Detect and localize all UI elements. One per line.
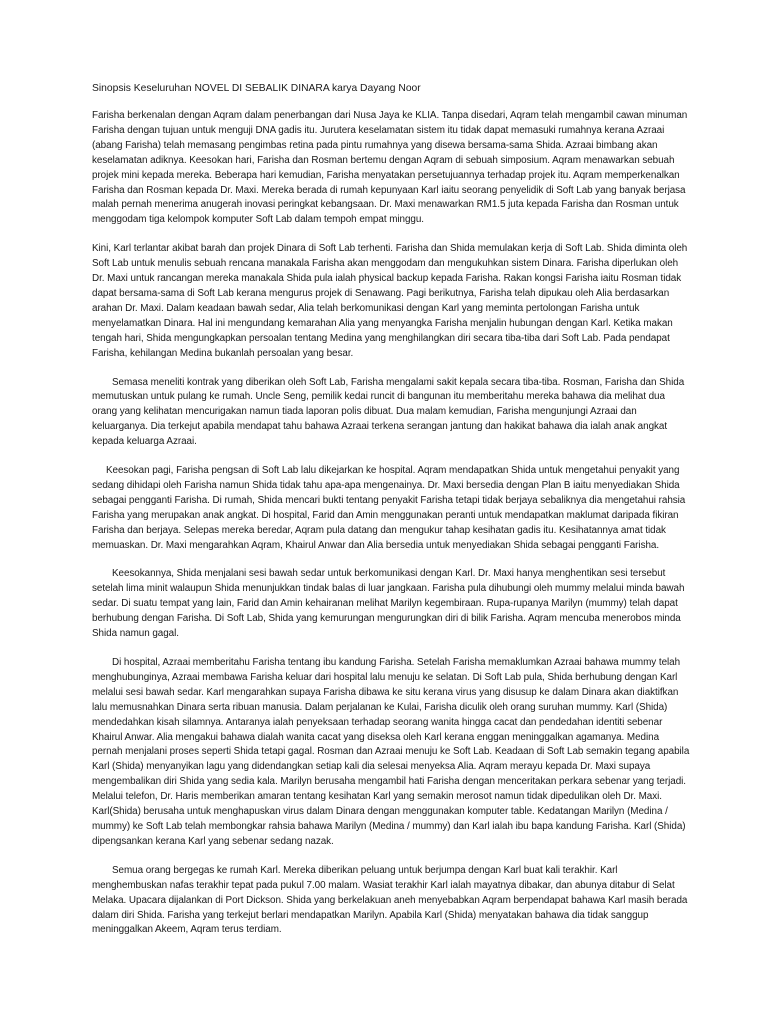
paragraph-5: Keesokannya, Shida menjalani sesi bawah sedar untuk berkomunikasi dengan Karl. Dr. Maxi hanya menghentikan sesi tersebut setelah lima minit walaupun Shida menunjukkan tindak balas di luar jangkaan. Farisha pula dihubungi oleh mummy melalui minda bawah sedar. Di suatu tempat yang lain, Farid dan Amin kehairanan melihat Marilyn kegembiraan. Rupa-rupanya Marilyn (mummy) telah dapat berhubung dengan Farisha. Di Soft Lab, Shida yang kemurungan mengurungkan diri di bilik Farisha. Aqram mencuba menerobos minda Shida namun gagal. bbox=[92, 568, 685, 640]
paragraph-6: Di hospital, Azraai memberitahu Farisha tentang ibu kandung Farisha. Setelah Farisha memaklumkan Azraai bahawa mummy telah menghubunginya, Azraai membawa Farisha keluar dari hospital lalu menuju ke selatan. Di Soft Lab pula, Shida berhubung dengan Karl melalui sesi bawah sedar. Karl mengarahkan supaya Farisha dibawa ke situ kerana virus yang disusup ke dalam Dinara akan diaktifkan lalu memusnahkan Dinara serta ribuan manusia. Dalam perjalanan ke Kulai, Farisha diculik oleh orang suruhan mummy. Karl (Shida) mendedahkan kisah silamnya. Antaranya ialah penyeksaan terhadap seorang wanita hingga cacat dan pendedahan identiti sebenar Khairul Anwar. Alia mengakui bahawa dialah wanita cacat yang diseksa oleh Karl kerana enggan meninggalkan agamanya. Medina pernah menjalani proses seperti Shida tetapi gagal. Rosman dan Azraai menuju ke Soft Lab. Keadaan di Soft Lab semakin tegang apabila Karl (Shida) menyanyikan lagu yang didendangkan setiap kali dia selesai menyeksa Alia. Aqram merayu kepada Dr. Maxi supaya mengembalikan diri Shida yang sedia kala. Marilyn berusaha mengambil hati Farisha dengan menceritakan perkara sebenar yang terjadi. Melalui telefon, Dr. Haris memberikan amaran tentang kesihatan Karl yang semakin merosot namun tidak dipedulikan oleh Dr. Maxi. Karl(Shida) berusaha untuk menghapuskan virus dalam Dinara dengan menggunakan komputer table. Kedatangan Marilyn (Medina / mummy) ke Soft Lab telah membongkar rahsia bahawa Marilyn (Medina / mummy) dan Karl ialah ibu bapa kandung Farisha. Karl (Shida) dipengsankan kerana Karl yang sebenar sedang nazak. bbox=[92, 657, 690, 847]
paragraph-1: Farisha berkenalan dengan Aqram dalam penerbangan dari Nusa Jaya ke KLIA. Tanpa disedari, Aqram telah mengambil cawan minuman Farisha dengan tujuan untuk menguji DNA gadis itu. Jurutera keselamatan sistem itu tidak dapat memasuki rumahnya kerana Azraai (abang Farisha) telah memasang pengimbas retina pada pintu rumahnya yang disewa bersama-sama Shida. Azraai bimbang akan keselamatan adiknya. Keesokan hari, Farisha dan Rosman bertemu dengan Aqram di sebuah simposium. Aqram menawarkan sebuah projek mini kepada mereka. Beberapa hari kemudian, Farisha menyatakan persetujuannya terhadap projek itu. Aqram memperkenalkan Farisha dan Rosman kepada Dr. Maxi. Mereka berada di rumah kepunyaan Karl iaitu seorang penyelidik di Soft Lab yang banyak berjasa malah pernah menerima anugerah inovasi peringkat kebangsaan. Dr. Maxi menawarkan RM1.5 juta kepada Farisha dan Rosman untuk menggodam tiga kelompok komputer Soft Lab dalam tempoh empat minggu. bbox=[92, 110, 688, 226]
paragraph-3: Semasa meneliti kontrak yang diberikan oleh Soft Lab, Farisha mengalami sakit kepala secara tiba-tiba. Rosman, Farisha dan Shida memutuskan untuk pulang ke rumah. Uncle Seng, pemilik kedai runcit di bangunan itu memberitahu mereka bahawa dia melihat dua orang yang kelihatan mencurigakan namun tiada laporan polis dibuat. Dua malam kemudian, Farisha mengunjungi Azraai dan keluarganya. Dia terkejut apabila mendapat tahu bahawa Azraai terkena serangan jantung dan hakikat bahawa dia ialah anak angkat kepada keluarga Azraai. bbox=[92, 376, 685, 448]
paragraph-2: Kini, Karl terlantar akibat barah dan projek Dinara di Soft Lab terhenti. Farisha dan Shida memulakan kerja di Soft Lab. Shida diminta oleh Soft Lab untuk menulis sebuah rencana manakala Farisha akan menggodam dan mengukuhkan sistem Dinara. Farisha diperlukan oleh Dr. Maxi untuk rancangan mereka manakala Shida pula ialah physical backup kepada Farisha. Rakan kongsi Farisha iaitu Rosman tidak dapat bersama-sama di Soft Lab kerana mengurus projek di Senawang. Pagi berikutnya, Farisha telah dipukau oleh Alia berdasarkan arahan Dr. Maxi. Dalam keadaan bawah sedar, Alia telah berkomunikasi dengan Karl yang meminta pertolongan Farisha untuk menyelamatkan Dinara. Hal ini mengundang kemarahan Alia yang menyangka Farisha menjalin hubungan dengan Karl. Ketika makan tengah hari, Shida mengungkapkan persoalan tentang Medina yang menghilangkan diri secara tiba-tiba dari Soft Lab. Pada pendapat Farisha, kehilangan Medina bukanlah persoalan yang besar. bbox=[92, 243, 688, 359]
paragraph-4: Keesokan pagi, Farisha pengsan di Soft Lab lalu dikejarkan ke hospital. Aqram mendapatkan Shida untuk mengetahui penyakit yang sedang dihidapi oleh Farisha namun Shida tidak tahu apa-apa mengenainya. Dr. Maxi bersedia dengan Plan B iaitu menyediakan Shida sebagai pengganti Farisha. Di rumah, Shida mencari bukti tentang penyakit Farisha tetapi tidak berjaya sebaliknya dia mengetahui rahsia Farisha yang merupakan anak angkat. Di hospital, Farid dan Amin menggunakan peranti untuk mendapatkan maklumat daripada fikiran Farisha dan berjaya. Selepas mereka beredar, Aqram pula datang dan mengukur tahap kesihatan gadis itu. Kesihatannya amat tidak memuaskan. Dr. Maxi mengarahkan Aqram, Khairul Anwar dan Alia bersedia untuk menyediakan Shida sebagai pengganti Farisha. bbox=[92, 465, 686, 551]
document-title: Sinopsis Keseluruhan NOVEL DI SEBALIK DINARA karya Dayang Noor bbox=[92, 83, 421, 94]
paragraph-7: Semua orang bergegas ke rumah Karl. Mereka diberikan peluang untuk berjumpa dengan Karl buat kali terakhir. Karl menghembuskan nafas terakhir tepat pada pukul 7.00 malam. Wasiat terakhir Karl ialah mayatnya dibakar, dan abunya ditabur di Selat Melaka. Upacara dijalankan di Port Dickson. Shida yang berkelakuan aneh menyebabkan Aqram berpendapat bahawa Karl masih berada dalam diri Shida. Farisha yang terkejut berlari mendapatkan Marilyn. Apabila Karl (Shida) menyatakan bahawa dia tidak sanggup meninggalkan Akeem, Aqram terus terdiam. bbox=[92, 864, 688, 936]
